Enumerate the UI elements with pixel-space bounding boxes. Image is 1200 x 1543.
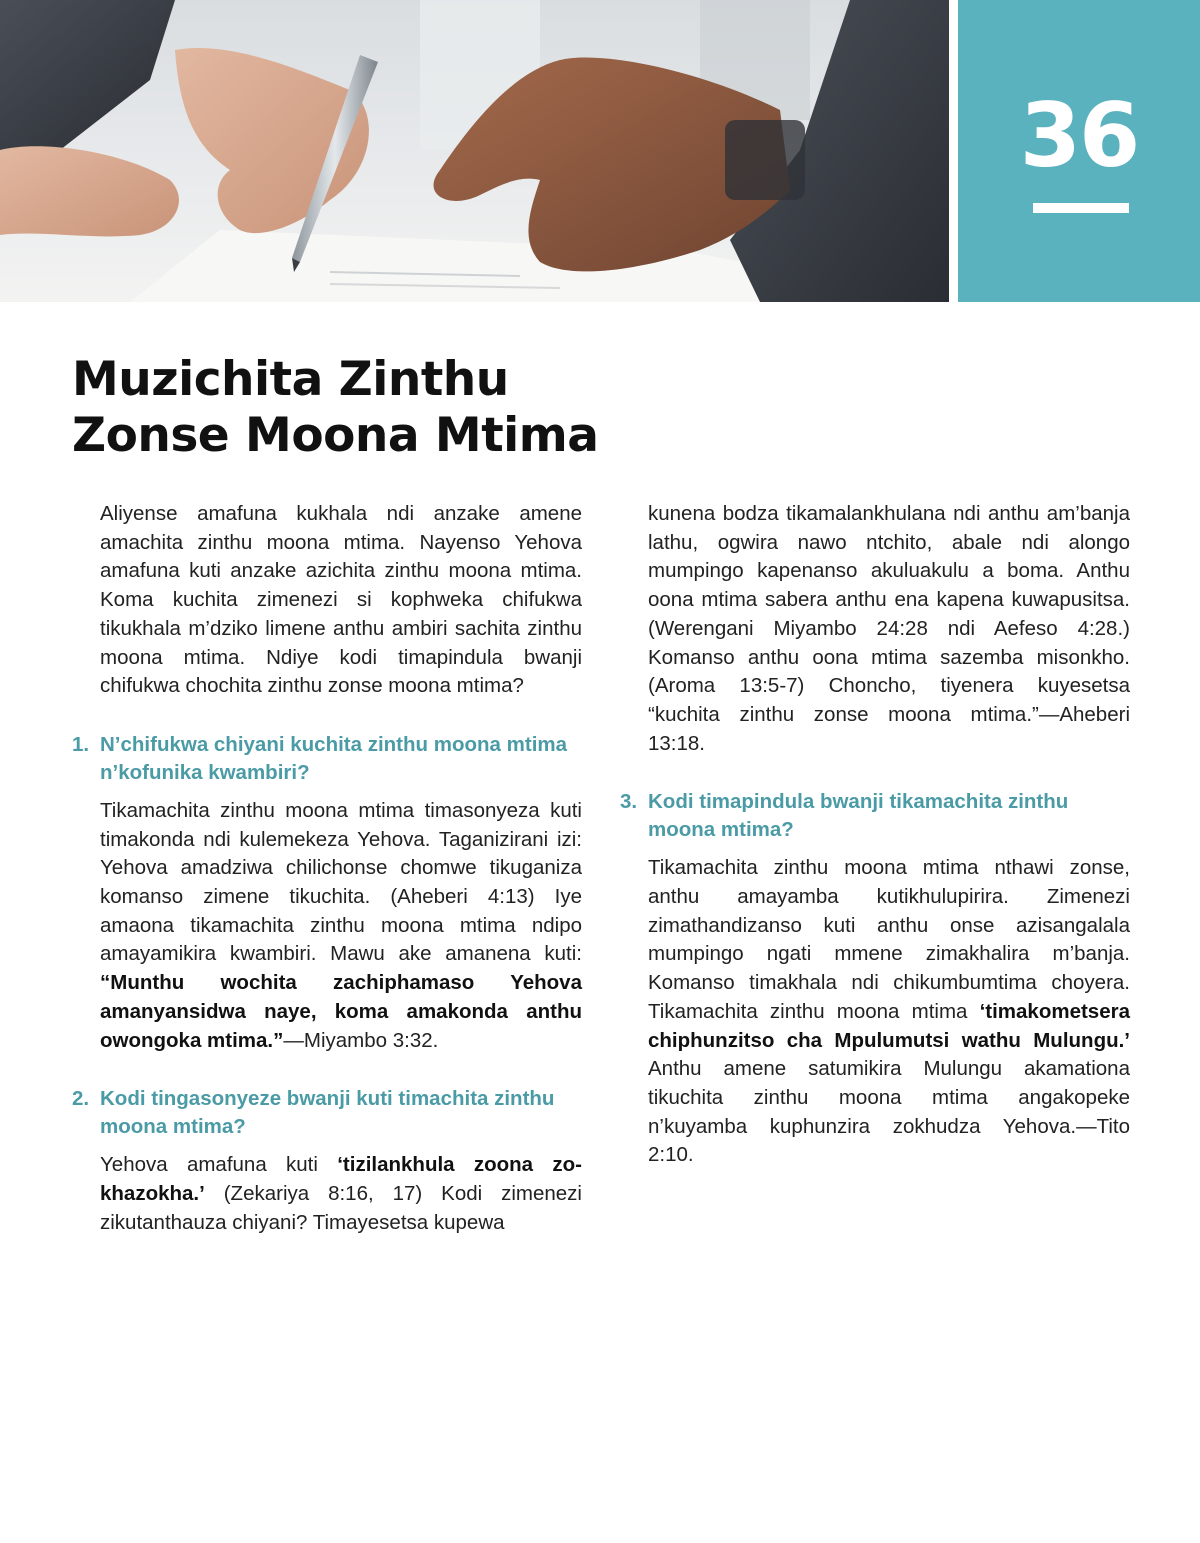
question-number: 2. [72, 1087, 90, 1111]
answer-paragraph-1 [100, 797, 582, 1055]
page-title [72, 352, 598, 464]
title-line-2: Zonse Moona Mtima [72, 408, 599, 463]
question-heading-1 [72, 731, 582, 787]
answer-paragraph-3 [648, 854, 1130, 1170]
scripture-reference: —Miyambo 3:32. [283, 1028, 439, 1052]
answer-paragraph-2 [100, 1151, 582, 1237]
lesson-number-panel [958, 0, 1200, 302]
intro-paragraph: Aliyense amafuna kukhala ndi anzake amene amachita zinthu moona mtima. Nayenso Yehova amafuna kuti anzake azichita zinthu moona mtima. Koma kuchita zimenezi si kophweka chifukwa tikukhala m’dziko limene anthu ambiri sachita zinthu moona mtima. Ndiye kodi timapindula bwanji chifukwa chochita zinthu zonse moona mtima? [100, 502, 582, 698]
left-column [72, 500, 582, 1237]
question-text: N’chifukwa chiyani kuchita zinthu moona mtima n’kofunika kwambiri? [100, 732, 568, 784]
answer-text: Anthu amene satumikira Mulungu akamationa tikuchita zinthu moona mtima angakopeke n’kuyamba kuphunzira zokhudza Yehova.—Tito 2:10. [648, 1057, 1130, 1167]
lesson-number-underline [1033, 203, 1129, 213]
handshake-contract-illustration [0, 0, 949, 302]
question-heading-2 [72, 1085, 582, 1141]
answer-text: (Zekariya 8:16, 17) Kodi zimenezi zikutanthauza chiyani? Timayesetsa kupewa [100, 1181, 582, 1234]
scripture-quote: ‘tizilankhula zoona zokhazokha.’ [100, 1153, 582, 1205]
hero-photo [0, 0, 949, 302]
scripture-quote: ‘timakometsera chiphunzitso cha Mpulumutsi wathu Mulungu.’ [648, 999, 1130, 1052]
answer-paragraph-2-continued: kunena bodza tikamalankhulana ndi anthu am’banja lathu, ogwira nawo ntchito, abale ndi alongo mumpingo kapenanso akuluakulu a boma. Anthu oona mtima sabera anthu ena kapena kuwapusitsa. (Werengani Miyambo 24:28 ndi Aefeso 4:28.) Komanso anthu oona mtima sazemba misonkho. (Aroma 13:5-7) Choncho, tiyenera kuyesetsa “kuchita zinthu zonse moona mtima.”—Aheberi 13:18. [648, 502, 1130, 755]
answer-text: Yehova amafuna kuti [100, 1153, 338, 1177]
title-line-1: Muzichita Zinthu [72, 352, 509, 407]
question-text: Kodi timapindula bwanji tikamachita zinthu moona mtima? [648, 790, 1069, 842]
answer-text: Tikamachita zinthu moona mtima nthawi zonse, anthu amayamba kutikhulupirira. Zimenezi zimathandizanso kuti anthu onse azisangalala mumpingo ngati mmene zimakhalira m’banja. Komanso timakhala ndi chikumbumtima choyera. Tikamachita zinthu moona mtima [648, 856, 1130, 1023]
question-heading-3 [620, 788, 1130, 844]
scripture-quote: “Munthu wochita zachiphamaso Yehova amanyansidwa naye, koma amakonda anthu owongoka mtima.” [100, 971, 582, 1052]
question-number: 1. [72, 732, 90, 756]
question-text: Kodi tingasonyeze bwanji kuti timachita zinthu moona mtima? [100, 1087, 555, 1139]
answer-text: Tikamachita zinthu moona mtima timasonyeza kuti timakonda ndi kulemekeza Yehova. Taganizirani izi: Yehova amadziwa chilichonse chomwe tikuganiza komanso zimene tikuchita. (Aheberi 4:13) Iye amaona tikamachita zinthu moona mtima ndipo amayamikira kwambiri. Mawu ake amanena kuti: [100, 798, 582, 966]
lesson-number: 36 [1019, 84, 1139, 187]
right-column [620, 500, 1130, 1170]
question-number: 3. [620, 790, 638, 814]
